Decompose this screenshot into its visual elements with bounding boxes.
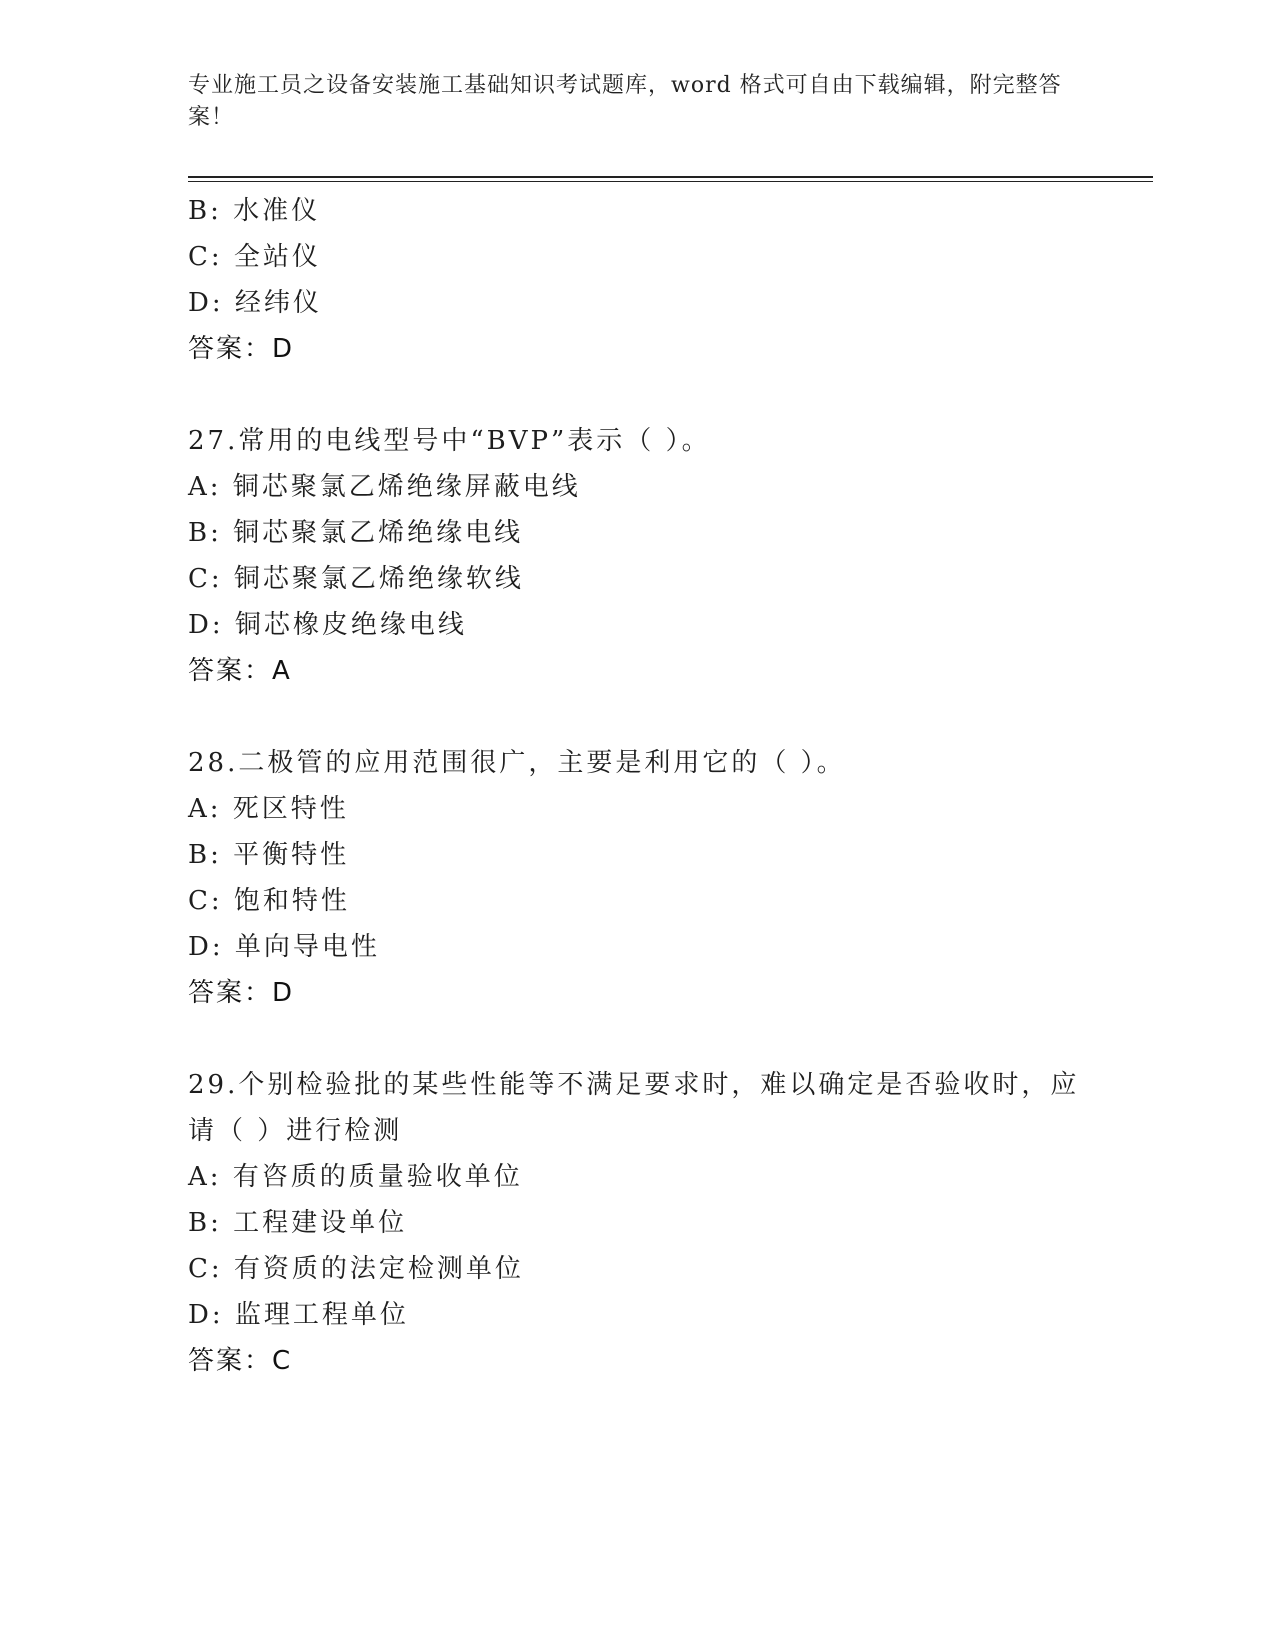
question-stem: 27.常用的电线型号中“BVP”表示（ ）。 (188, 426, 711, 456)
carryover-question (188, 188, 1088, 372)
option-d: D: 经纬仪 (188, 288, 322, 318)
option-d: D: 铜芯橡皮绝缘电线 (188, 610, 467, 640)
option-c: C: 全站仪 (188, 242, 321, 272)
header-divider-thick (188, 176, 1153, 178)
spacer (188, 372, 1088, 418)
option-a: A: 死区特性 (188, 794, 349, 824)
option-a: A: 铜芯聚氯乙烯绝缘屏蔽电线 (188, 472, 581, 502)
spacer (188, 694, 1088, 740)
option-d: D: 监理工程单位 (188, 1300, 409, 1330)
question-list (188, 188, 1088, 1384)
answer-line: 答案：D (188, 978, 295, 1008)
spacer (188, 1016, 1088, 1062)
option-b: B: 工程建设单位 (188, 1208, 408, 1238)
question-stem: 28.二极管的应用范围很广，主要是利用它的（ ）。 (188, 748, 846, 778)
page-header: 专业施工员之设备安装施工基础知识考试题库，word 格式可自由下载编辑，附完整答案！ (188, 73, 1062, 130)
question-27 (188, 418, 1088, 694)
option-b: B: 水准仪 (188, 196, 321, 226)
option-c: C: 铜芯聚氯乙烯绝缘软线 (188, 564, 524, 594)
option-d: D: 单向导电性 (188, 932, 380, 962)
question-29 (188, 1062, 1088, 1384)
option-b: B: 平衡特性 (188, 840, 350, 870)
answer-line: 答案：A (188, 656, 292, 686)
option-c: C: 饱和特性 (188, 886, 350, 916)
answer-line: 答案：C (188, 1346, 293, 1376)
option-a: A: 有咨质的质量验收单位 (188, 1162, 523, 1192)
header-divider-thin (188, 181, 1153, 182)
option-c: C: 有资质的法定检测单位 (188, 1254, 524, 1284)
question-stem: 29.个别检验批的某些性能等不满足要求时，难以确定是否验收时，应请（ ）进行检测 (188, 1070, 1080, 1146)
question-28 (188, 740, 1088, 1016)
answer-line: 答案：D (188, 334, 295, 364)
option-b: B: 铜芯聚氯乙烯绝缘电线 (188, 518, 524, 548)
